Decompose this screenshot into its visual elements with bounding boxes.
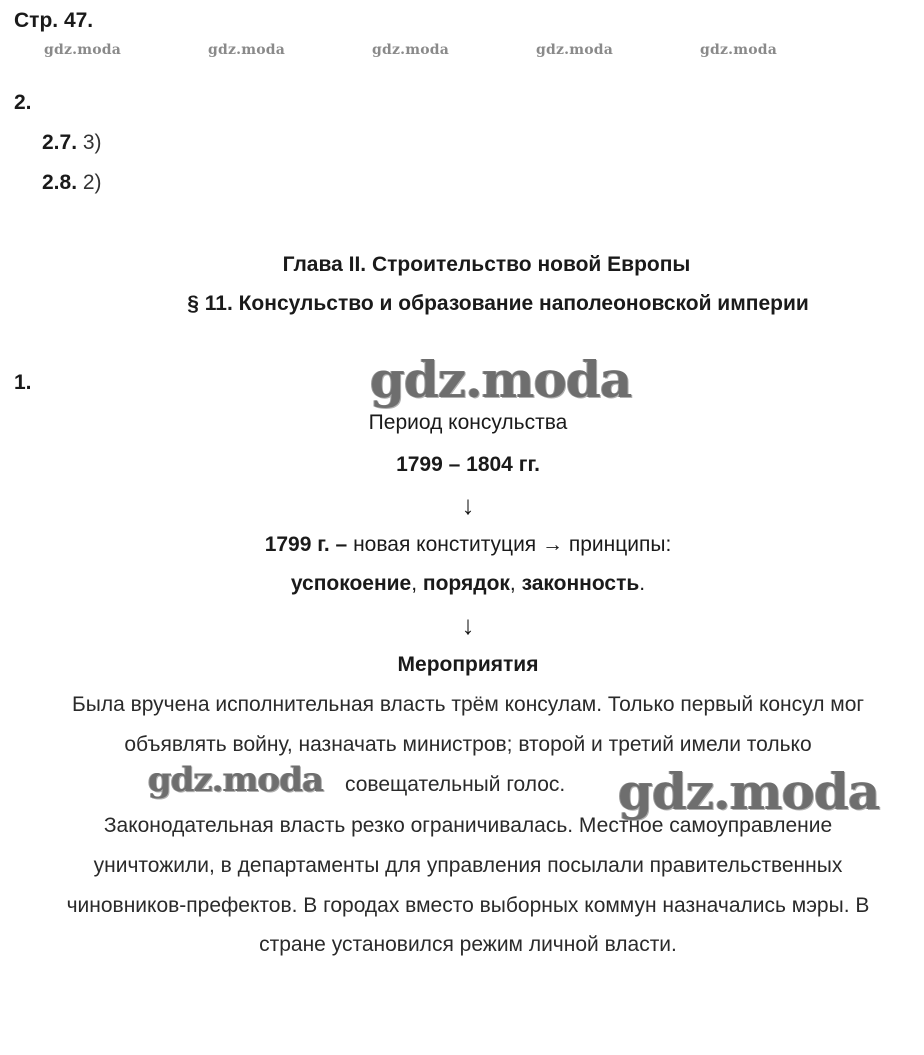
measures-line: чиновников-префектов. В городах вместо выборных коммун назначались мэры. В bbox=[66, 894, 870, 917]
answer-number: 2.8. bbox=[42, 171, 78, 194]
answer-item bbox=[42, 171, 102, 195]
watermark-large: gdz.moda bbox=[618, 762, 880, 821]
arrow-down-icon: ↓ bbox=[461, 490, 475, 520]
principles-line bbox=[6, 572, 924, 596]
measures-line: Законодательная власть резко ограничивалась. Местное самоуправление bbox=[103, 814, 833, 837]
separator: , bbox=[411, 572, 423, 595]
section-title: § 11. Консульство и образование наполеоновской империи bbox=[187, 292, 809, 315]
separator: , bbox=[509, 572, 522, 595]
answer-value: 3) bbox=[82, 131, 102, 154]
answer-value: 2) bbox=[82, 171, 102, 194]
measures-line: совещательный голос. bbox=[345, 773, 566, 796]
measures-line: уничтожили, в департаменты для управления посылали правительственных bbox=[93, 854, 843, 877]
watermark-large: gdz.moda bbox=[370, 350, 632, 409]
answer-item bbox=[42, 131, 102, 155]
page-label: Стр. 47. bbox=[14, 9, 94, 32]
watermark-small: gdz.moda bbox=[44, 42, 122, 58]
measures-line: Была вручена исполнительная власть трём консулам. Только первый консул мог bbox=[71, 693, 865, 716]
arrow-down-icon: ↓ bbox=[461, 610, 475, 640]
constitution-line bbox=[6, 533, 924, 557]
period-label: Период консульства bbox=[368, 411, 568, 434]
period-mark: . bbox=[639, 572, 646, 595]
measures-title: Мероприятия bbox=[397, 653, 539, 676]
watermark-small: gdz.moda bbox=[700, 42, 778, 58]
watermark-large: gdz.moda bbox=[148, 760, 324, 800]
measures-line: стране установился режим личной власти. bbox=[259, 933, 677, 956]
constitution-year: 1799 г. – bbox=[264, 533, 348, 556]
principle: законность bbox=[521, 572, 640, 595]
watermark-small: gdz.moda bbox=[208, 42, 286, 58]
period-years: 1799 – 1804 гг. bbox=[396, 453, 540, 476]
principle: успокоение bbox=[290, 572, 412, 595]
task-number: 2. bbox=[14, 91, 32, 114]
principle: порядок bbox=[422, 572, 510, 595]
measures-line: объявлять войну, назначать министров; второй и третий имели только bbox=[124, 733, 812, 756]
task-number: 1. bbox=[14, 371, 32, 394]
constitution-text: новая конституция → принципы: bbox=[347, 533, 672, 556]
watermark-small: gdz.moda bbox=[372, 42, 450, 58]
chapter-title: Глава II. Строительство новой Европы bbox=[282, 253, 691, 276]
watermark-small: gdz.moda bbox=[536, 42, 614, 58]
answer-number: 2.7. bbox=[42, 131, 78, 154]
